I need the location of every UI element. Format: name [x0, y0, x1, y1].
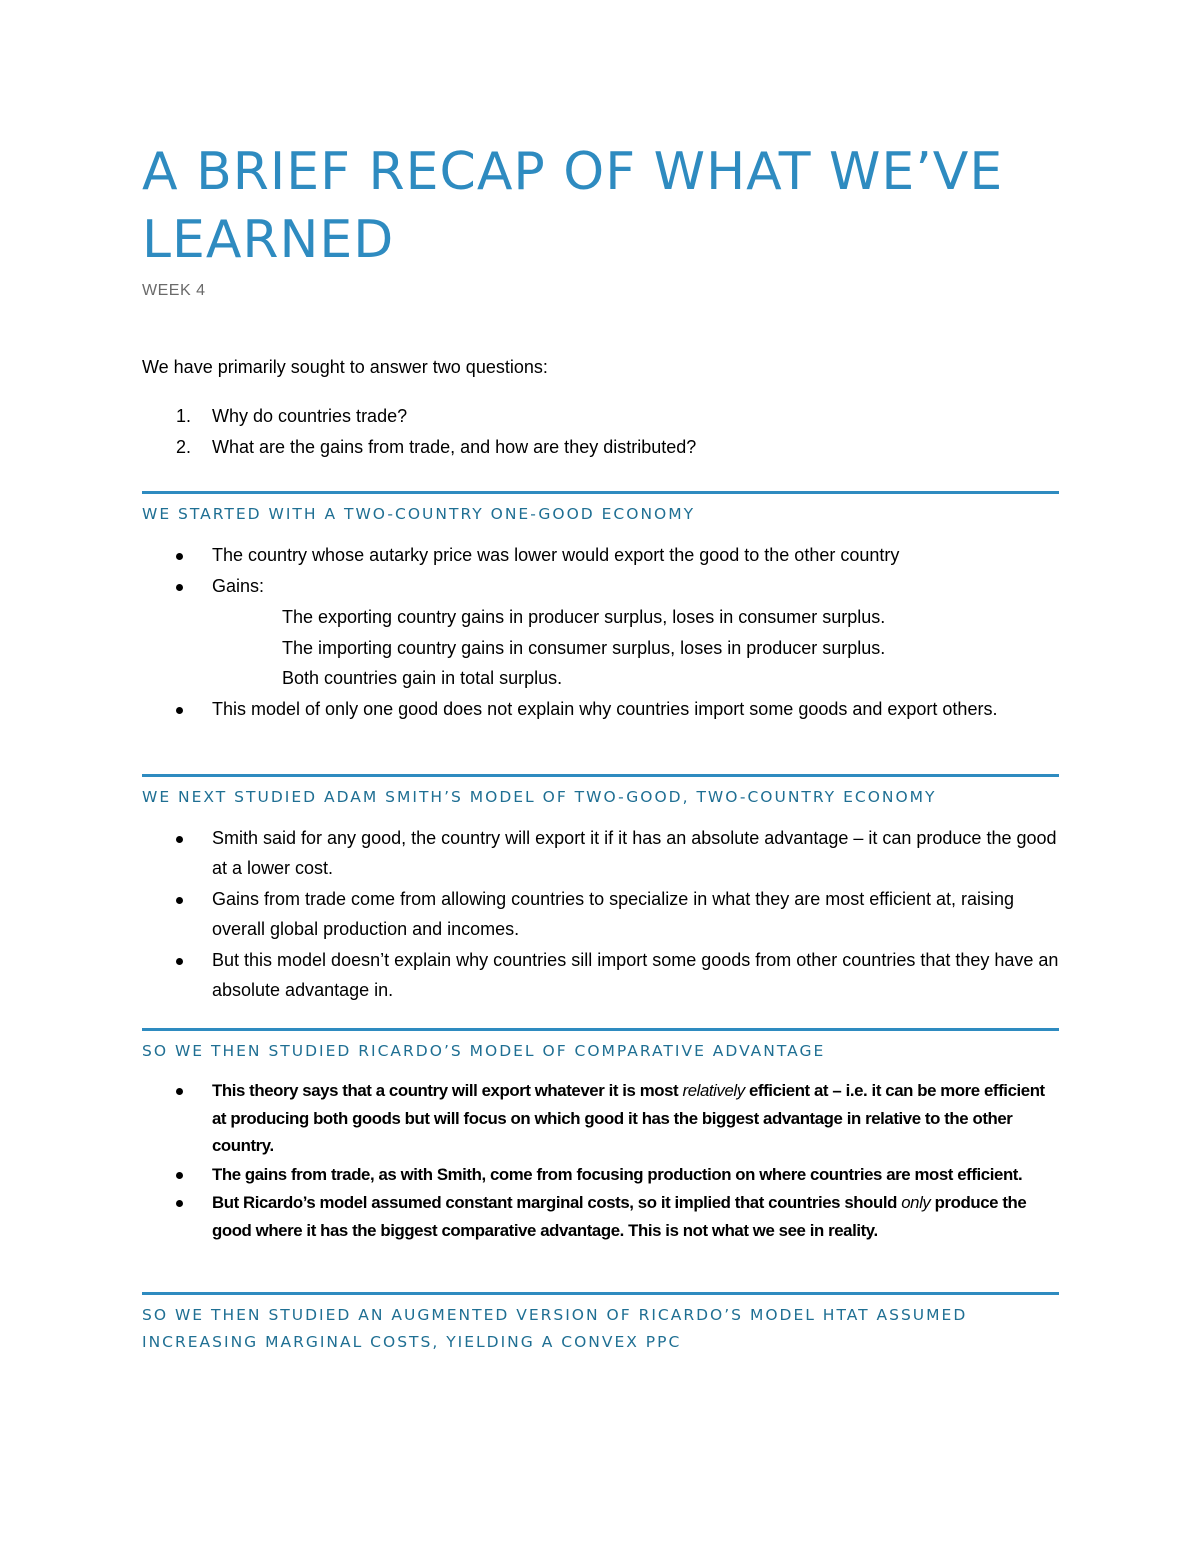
questions-list [142, 404, 696, 466]
bullet-text-start: But Ricardo’s model assumed constant marginal costs, so it implied that countries should [212, 1193, 902, 1212]
list-item [142, 1189, 1059, 1244]
list-item [142, 540, 1059, 570]
bullet-icon [176, 553, 183, 560]
section-divider [142, 1292, 1059, 1295]
bullet-icon [176, 707, 183, 714]
section-heading: WE STARTED WITH A TWO-COUNTRY ONE-GOOD ECONOMY [142, 505, 696, 523]
list-number: 1. [176, 406, 192, 426]
bullet-text: This model of only one good does not explain why countries import some goods and export others. [212, 698, 998, 719]
document-title: A BRIEF RECAP OF WHAT WE’VE LEARNED [142, 142, 1004, 270]
bullet-icon [176, 897, 183, 904]
question-text: Why do countries trade? [212, 406, 408, 426]
list-item [142, 1161, 1059, 1189]
sub-paragraph: Both countries gain in total surplus. [282, 668, 563, 688]
bullet-icon [176, 1200, 183, 1207]
list-item [142, 435, 696, 466]
sub-paragraph: The importing country gains in consumer surplus, loses in producer surplus. [282, 637, 886, 658]
bullet-text: The gains from trade, as with Smith, come from focusing production on where countries are most efficient. [212, 1164, 1023, 1184]
list-item [142, 571, 1059, 601]
bullet-text: The country whose autarky price was lower would export the good to the other country [212, 545, 900, 565]
section-one-good-economy [142, 491, 1059, 725]
section-ricardo-model [142, 1028, 1059, 1245]
list-item [142, 945, 1059, 1005]
section-heading: SO WE THEN STUDIED RICARDO’S MODEL OF COMPARATIVE ADVANTAGE [142, 1042, 826, 1060]
bullet-text-end: produce the good where it has the biggest comparative advantage. This is not what we see in reality. [212, 1193, 1027, 1240]
bullet-list [142, 540, 1059, 601]
section-divider [142, 774, 1059, 777]
bullet-text: But this model doesn’t explain why countries sill import some goods from other countries that they have an absolute advantage in. [212, 950, 1059, 1000]
list-item [142, 1077, 1059, 1160]
list-item [142, 404, 696, 435]
bullet-text-end: efficient at – i.e. it can be more efficient at producing both goods but will focus on which good it has the biggest advantage in relative to the other country. [212, 1081, 1045, 1155]
bullet-text: Gains: [212, 576, 265, 596]
bullet-list [142, 1077, 1059, 1244]
bullet-text-emphasis: only [901, 1193, 931, 1212]
bullet-text-start: This theory says that a country will export whatever it is most [212, 1081, 683, 1100]
list-item [142, 823, 1059, 883]
bullet-text: Smith said for any good, the country will export it if it has an absolute advantage – it can produce the good at a lower cost. [212, 828, 1057, 878]
section-smith-model [142, 774, 1059, 1006]
section-heading: WE NEXT STUDIED ADAM SMITH’S MODEL OF TWO-GOOD, TWO-COUNTRY ECONOMY [142, 788, 937, 806]
list-item [142, 694, 1059, 724]
list-item [142, 884, 1059, 944]
bullet-icon [176, 1172, 183, 1179]
bullet-list [142, 694, 1059, 724]
bullet-icon [176, 836, 183, 843]
intro-paragraph: We have primarily sought to answer two questions: [142, 357, 548, 377]
bullet-icon [176, 1088, 183, 1095]
bullet-text: Gains from trade come from allowing countries to specialize in what they are most efficient at, raising overall global production and incomes. [212, 889, 1015, 939]
section-augmented-ricardo [142, 1292, 1059, 1356]
section-divider [142, 491, 1059, 494]
bullet-icon [176, 958, 183, 965]
sub-paragraph: The exporting country gains in producer surplus, loses in consumer surplus. [282, 607, 886, 627]
section-heading: SO WE THEN STUDIED AN AUGMENTED VERSION OF RICARDO’S MODEL HTAT ASSUMED INCREASING MARGINAL COSTS, YIELDING A CONVEX PPC [142, 1306, 968, 1351]
bullet-list [142, 823, 1059, 1005]
bullet-icon [176, 584, 183, 591]
list-number: 2. [176, 437, 192, 457]
section-divider [142, 1028, 1059, 1031]
bullet-text-emphasis: relatively [682, 1081, 745, 1100]
question-text: What are the gains from trade, and how are they distributed? [212, 437, 697, 457]
document-subtitle: WEEK 4 [142, 282, 206, 299]
